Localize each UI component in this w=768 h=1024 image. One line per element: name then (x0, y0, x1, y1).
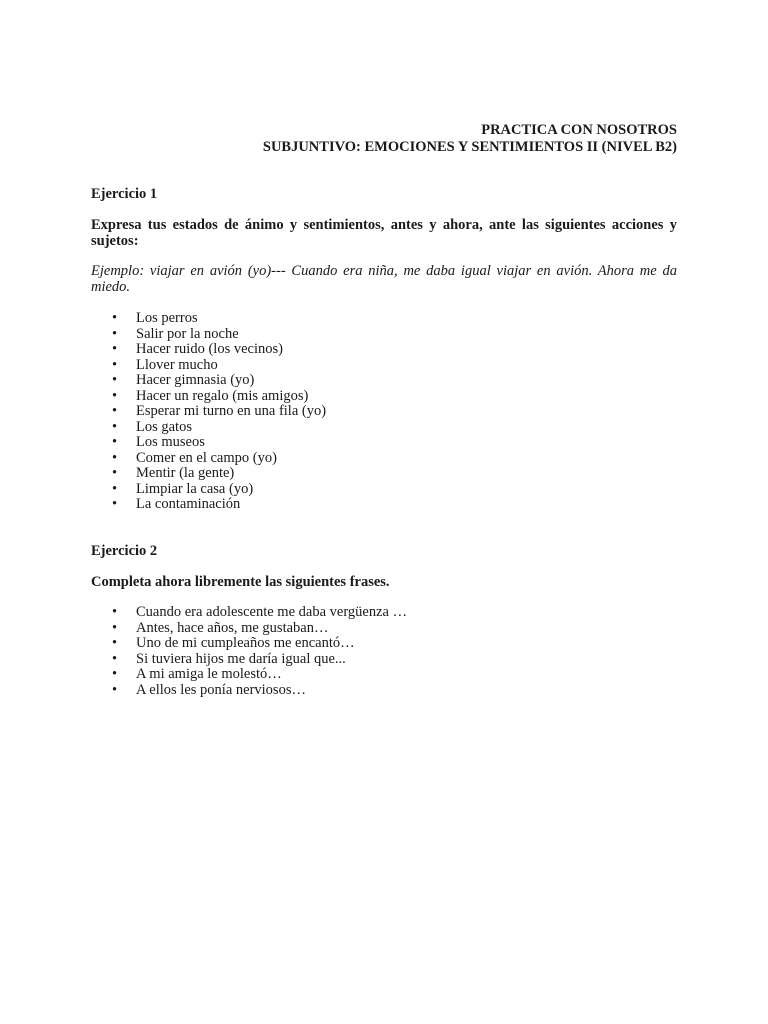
exercise-2-instructions: Completa ahora libremente las siguientes frases. (91, 574, 390, 590)
list-item-text: Hacer gimnasia (yo) (136, 372, 255, 388)
list-item (112, 311, 326, 327)
list-item (112, 667, 407, 683)
bullet-icon: • (112, 418, 118, 435)
list-item (112, 652, 407, 668)
list-item (112, 435, 326, 451)
exercise-2-title: Ejercicio 2 (91, 543, 158, 559)
list-item-text: La contaminación (136, 496, 241, 512)
bullet-icon: • (112, 496, 118, 512)
exercise-1-list (112, 311, 326, 513)
bullet-icon: • (112, 650, 118, 667)
list-item-text: Los museos (136, 434, 205, 450)
bullet-icon: • (112, 681, 118, 698)
bullet-icon: • (112, 465, 118, 481)
list-item (112, 358, 326, 374)
bullet-icon: • (112, 480, 118, 497)
list-item (112, 404, 326, 420)
list-item-text: Limpiar la casa (yo) (136, 480, 254, 497)
list-item-text: Uno de mi cumpleaños me encantó… (136, 635, 355, 651)
exercise-1-instructions: Expresa tus estados de ánimo y sentimientos, antes y ahora, ante las siguientes acciones y sujetos: (91, 217, 677, 249)
list-item-text: A ellos les ponía nerviosos… (136, 681, 306, 698)
list-item (112, 497, 326, 513)
exercise-1-example: Ejemplo: viajar en avión (yo)--- Cuando era niña, me daba igual viajar en avión. Ahora me da miedo. (91, 263, 677, 295)
list-item (112, 621, 407, 637)
exercise-2-list (112, 605, 407, 698)
list-item (112, 389, 326, 405)
list-item-text: Si tuviera hijos me daría igual que... (136, 650, 346, 667)
bullet-icon: • (112, 635, 118, 651)
list-item-text: Mentir (la gente) (136, 465, 235, 481)
list-item (112, 636, 407, 652)
list-item (112, 482, 326, 498)
bullet-icon: • (112, 449, 118, 466)
header-subtitle: SUBJUNTIVO: EMOCIONES Y SENTIMIENTOS II (NIVEL B2) (262, 139, 677, 155)
exercise-1-title: Ejercicio 1 (91, 186, 158, 202)
bullet-icon: • (112, 604, 118, 620)
list-item-text: Salir por la noche (136, 325, 239, 342)
bullet-icon: • (112, 341, 118, 357)
bullet-icon: • (112, 310, 118, 326)
list-item (112, 342, 326, 358)
bullet-icon: • (112, 619, 118, 636)
list-item-text: Cuando era adolescente me daba vergüenza … (136, 604, 408, 620)
list-item-text: A mi amiga le molestó… (136, 666, 282, 682)
list-item-text: Comer en el campo (yo) (136, 449, 277, 466)
list-item-text: Los gatos (136, 418, 192, 435)
list-item (112, 373, 326, 389)
bullet-icon: • (112, 403, 118, 419)
bullet-icon: • (112, 325, 118, 342)
bullet-icon: • (112, 387, 118, 404)
list-item-text: Los perros (136, 310, 198, 326)
bullet-icon: • (112, 372, 118, 388)
list-item (112, 420, 326, 436)
document-header (263, 122, 677, 156)
list-item-text: Llover mucho (136, 356, 218, 373)
list-item (112, 683, 407, 699)
list-item-text: Hacer ruido (los vecinos) (136, 341, 283, 357)
list-item-text: Hacer un regalo (mis amigos) (136, 387, 309, 404)
header-title: PRACTICA CON NOSOTROS (481, 122, 677, 138)
list-item (112, 605, 407, 621)
list-item-text: Esperar mi turno en una fila (yo) (136, 403, 327, 419)
bullet-icon: • (112, 666, 118, 682)
list-item (112, 466, 326, 482)
list-item (112, 451, 326, 467)
bullet-icon: • (112, 356, 118, 373)
list-item (112, 327, 326, 343)
bullet-icon: • (112, 434, 118, 450)
list-item-text: Antes, hace años, me gustaban… (136, 619, 329, 636)
